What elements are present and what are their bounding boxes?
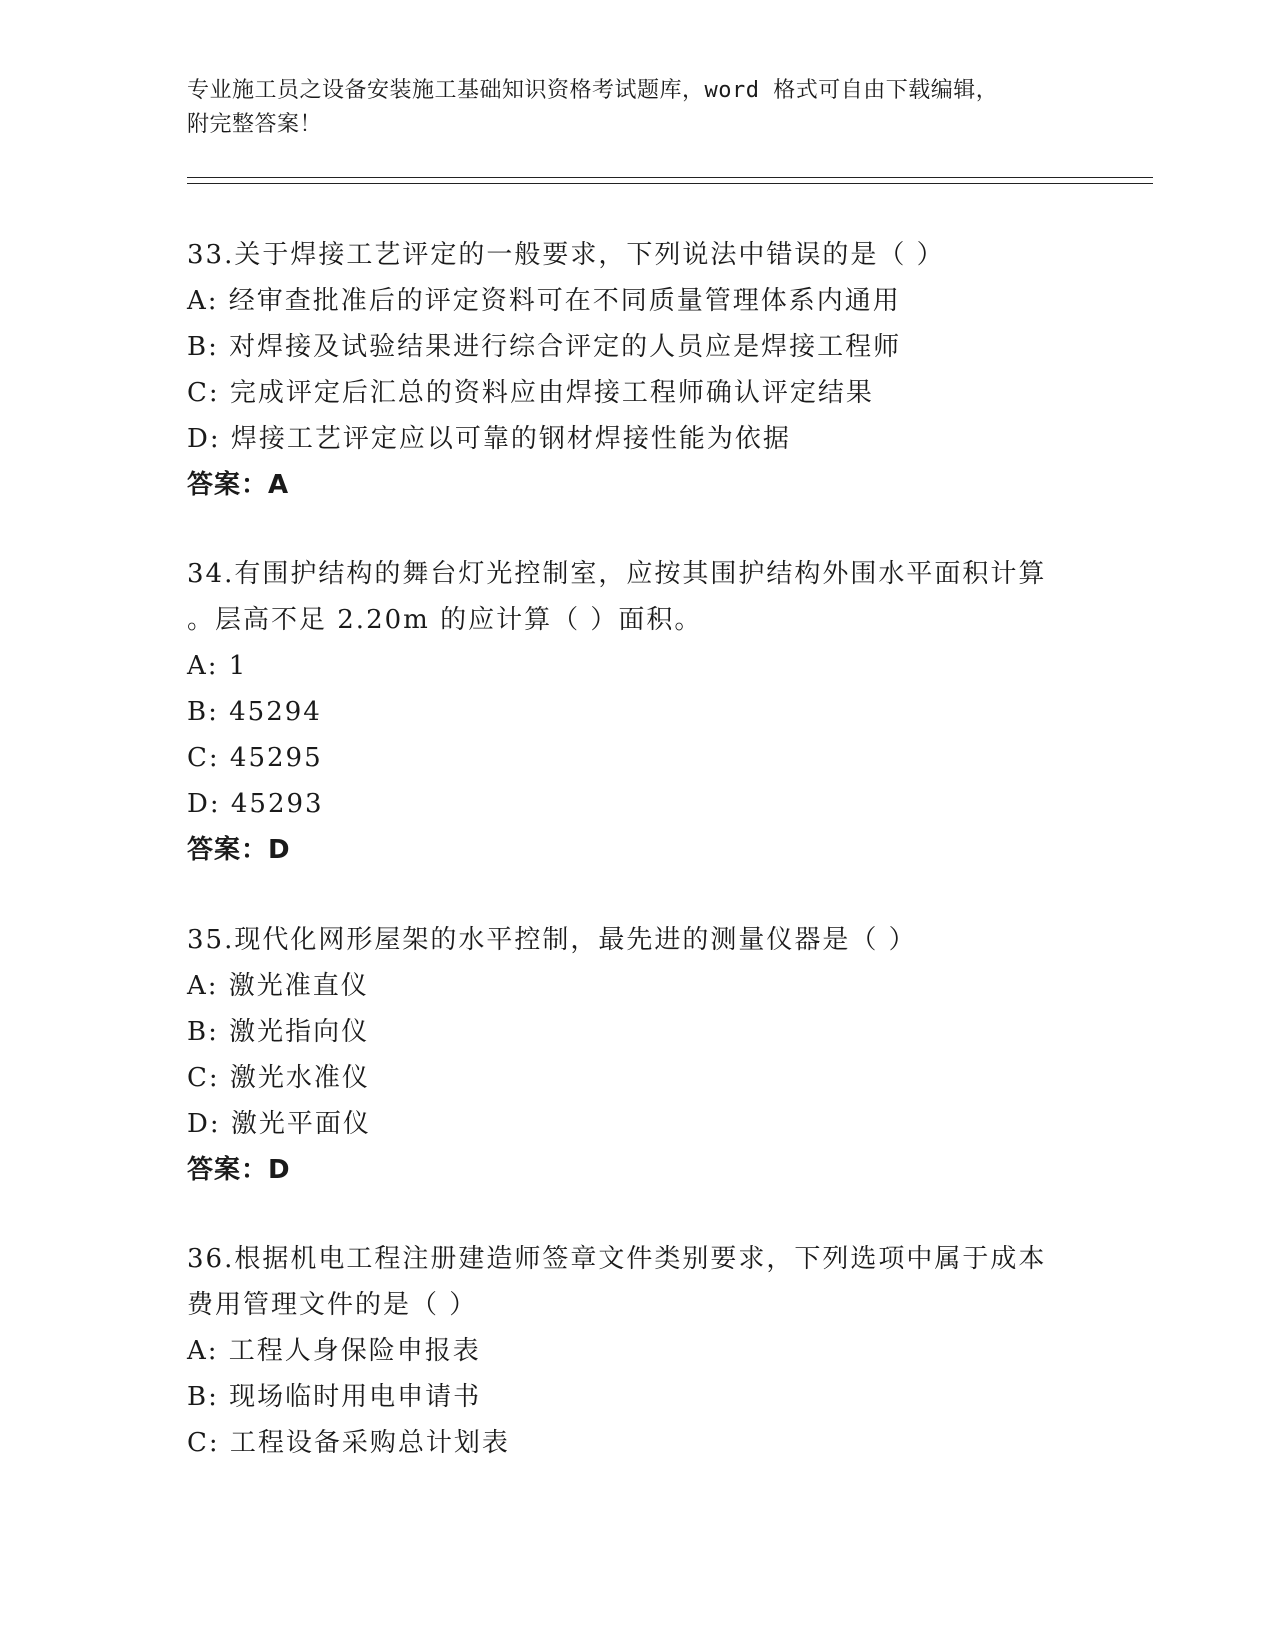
question-36 <box>187 1236 1087 1466</box>
option-c: C: 45295 <box>187 743 323 773</box>
option-d: D: 激光平面仪 <box>187 1109 371 1139</box>
header-line-2: 附完整答案！ <box>187 112 323 137</box>
question-stem-continued: 费用管理文件的是（ ） <box>187 1290 478 1320</box>
option-a: A: 1 <box>187 651 248 681</box>
header-divider-top <box>187 177 1153 178</box>
question-stem: 33.关于焊接工艺评定的一般要求，下列说法中错误的是（ ） <box>187 240 945 270</box>
answer: 答案：D <box>187 1155 291 1185</box>
option-b: B: 对焊接及试验结果进行综合评定的人员应是焊接工程师 <box>187 332 902 362</box>
option-b: B: 现场临时用电申请书 <box>187 1382 482 1412</box>
question-stem: 35.现代化网形屋架的水平控制，最先进的测量仪器是（ ） <box>187 925 917 955</box>
question-stem-continued: 。层高不足 2.20m 的应计算（ ）面积。 <box>187 605 703 635</box>
answer: 答案：D <box>187 835 291 865</box>
document-header <box>187 74 1087 142</box>
option-a: A: 经审查批准后的评定资料可在不同质量管理体系内通用 <box>187 286 901 316</box>
option-d: D: 45293 <box>187 789 324 819</box>
header-divider-bottom <box>187 183 1153 184</box>
question-stem: 34.有围护结构的舞台灯光控制室，应按其围护结构外围水平面积计算 <box>187 559 1047 589</box>
question-stem: 36.根据机电工程注册建造师签章文件类别要求，下列选项中属于成本 <box>187 1244 1047 1274</box>
option-c: C: 工程设备采购总计划表 <box>187 1428 510 1458</box>
option-b: B: 激光指向仪 <box>187 1017 370 1047</box>
question-33 <box>187 232 1087 508</box>
question-35 <box>187 917 1087 1193</box>
option-a: A: 激光准直仪 <box>187 971 369 1001</box>
option-a: A: 工程人身保险申报表 <box>187 1336 481 1366</box>
option-d: D: 焊接工艺评定应以可靠的钢材焊接性能为依据 <box>187 424 791 454</box>
answer: 答案：A <box>187 470 290 500</box>
option-c: C: 激光水准仪 <box>187 1063 370 1093</box>
option-b: B: 45294 <box>187 697 322 727</box>
question-34 <box>187 551 1087 873</box>
option-c: C: 完成评定后汇总的资料应由焊接工程师确认评定结果 <box>187 378 874 408</box>
header-line-1: 专业施工员之设备安装施工基础知识资格考试题库，word 格式可自由下载编辑， <box>187 78 999 103</box>
